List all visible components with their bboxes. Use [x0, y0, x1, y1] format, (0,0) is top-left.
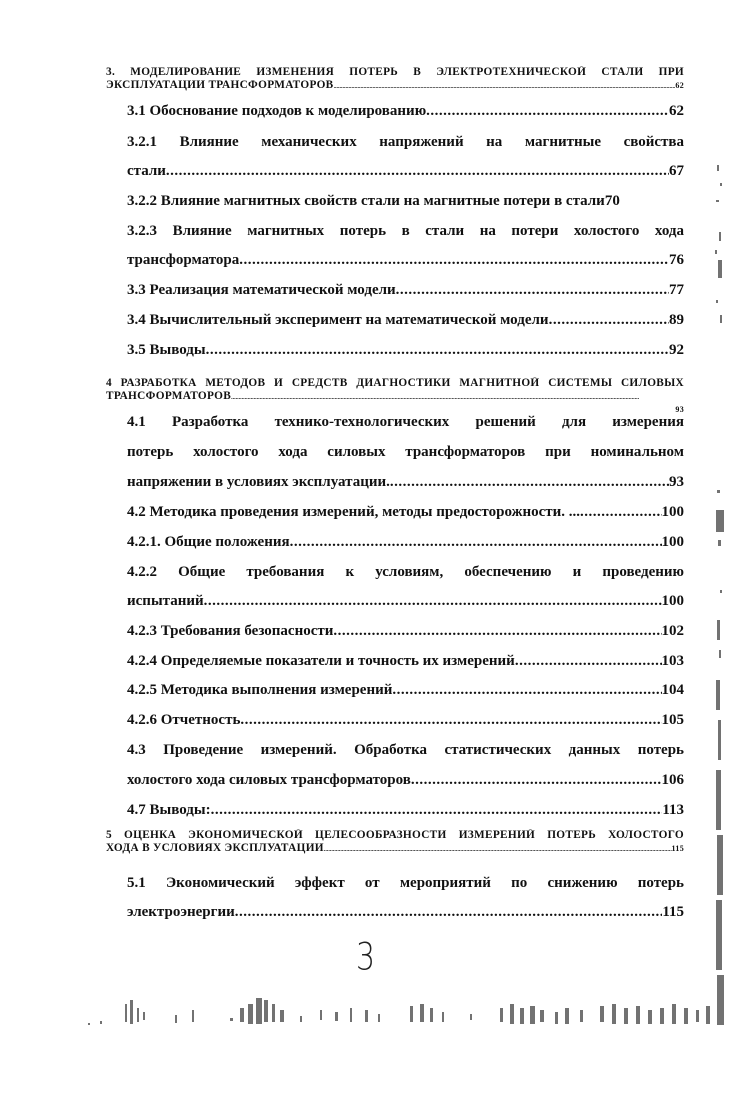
item-title: 4.2.5 Методика выполнения измерений [127, 682, 393, 698]
item-page-number: 100 [661, 504, 684, 520]
item-title: холостого хода силовых трансформаторов [127, 772, 411, 788]
item-title: электроэнергии [127, 904, 235, 920]
chapter-title-line1: 5 ОЦЕНКА ЭКОНОМИЧЕСКОЙ ЦЕЛЕСООБРАЗНОСТИ ИЗМЕРЕНИЙ ПОТЕРЬ ХОЛОСТОГО [106, 829, 684, 841]
item-title: 4.2.1. Общие положения [127, 534, 290, 550]
item-page-number: 77 [669, 282, 684, 298]
chapter-title-line1: 4 РАЗРАБОТКА МЕТОДОВ И СРЕДСТВ ДИАГНОСТИКИ МАГНИТНОЙ СИСТЕМЫ СИЛОВЫХ [106, 377, 684, 389]
item-page-number: 106 [661, 772, 684, 788]
item-title-line1: 3.2.1 Влияние механических напряжений на магнитные свойства [127, 134, 684, 150]
item-title: трансформатора [127, 252, 240, 268]
item-page-number: 100 [661, 534, 684, 550]
item-title: 3.1 Обоснование подходов к моделированию [127, 103, 427, 119]
item-title: 3.5 Выводы [127, 342, 206, 358]
chapter-title-line2: ТРАНСФОРМАТОРОВ [106, 390, 232, 402]
item-title: стали [127, 163, 166, 179]
item-page-number: 104 [661, 682, 684, 698]
item-title: 4.2.3 Требования безопасности [127, 623, 334, 639]
item-title-line1: 4.3 Проведение измерений. Обработка статистических данных потерь [127, 742, 684, 758]
item-page-number: 62 [669, 103, 684, 119]
chapter-title-line2: ХОДА В УСЛОВИЯХ ЭКСПЛУАТАЦИИ [106, 842, 324, 854]
item-title: 4.2.4 Определяемые показатели и точность их измерений [127, 653, 515, 669]
item-page-number: 105 [661, 712, 684, 728]
item-title: 3.4 Вычислительный эксперимент на математической модели [127, 312, 549, 328]
item-page-number: 100 [661, 593, 684, 609]
item-page-number: 76 [669, 252, 684, 268]
chapter-title-line2: ЭКСПЛУАТАЦИИ ТРАНСФОРМАТОРОВ [106, 79, 334, 91]
item-title-line2: потерь холостого хода силовых трансформаторов при номинальном [127, 444, 684, 460]
item-page-number: 113 [662, 802, 684, 818]
item-title: напряжении в условиях эксплуатации. [127, 474, 390, 490]
chapter-page-number: 93 [675, 405, 684, 414]
item-page-number: 70 [604, 193, 620, 209]
chapter-title-line1: 3. МОДЕЛИРОВАНИЕ ИЗМЕНЕНИЯ ПОТЕРЬ В ЭЛЕКТРОТЕХНИЧЕСКОЙ СТАЛИ ПРИ [106, 66, 684, 78]
item-title: 4.7 Выводы: [127, 802, 211, 818]
item-title: 3.2.2 Влияние магнитных свойств стали на магнитные потери в стали [127, 193, 605, 209]
item-page-number: 67 [669, 163, 684, 179]
item-title-line1: 5.1 Экономический эффект от мероприятий по снижению потерь [127, 875, 684, 891]
item-title-line1: 4.2.2 Общие требования к условиям, обеспечению и проведению [127, 564, 684, 580]
item-page-number: 89 [669, 312, 684, 328]
item-title: 3.3 Реализация математической модели [127, 282, 396, 298]
chapter-page-number: 62 [675, 81, 684, 90]
item-page-number: 93 [669, 474, 684, 490]
item-page-number: 92 [669, 342, 684, 358]
item-title-line1: 3.2.3 Влияние магнитных потерь в стали на потери холостого хода [127, 223, 684, 239]
item-page-number: 115 [662, 904, 684, 920]
chapter-page-number: 115 [671, 844, 684, 853]
page-number: 3 [356, 935, 376, 980]
item-title: 4.2 Методика проведения измерений, методы предосторожности. ... [127, 504, 581, 520]
item-page-number: 103 [661, 653, 684, 669]
item-page-number: 102 [661, 623, 684, 639]
item-title-line1: 4.1 Разработка технико-технологических решений для измерения [127, 414, 684, 430]
item-title: 4.2.6 Отчетность [127, 712, 241, 728]
item-title: испытаний [127, 593, 204, 609]
